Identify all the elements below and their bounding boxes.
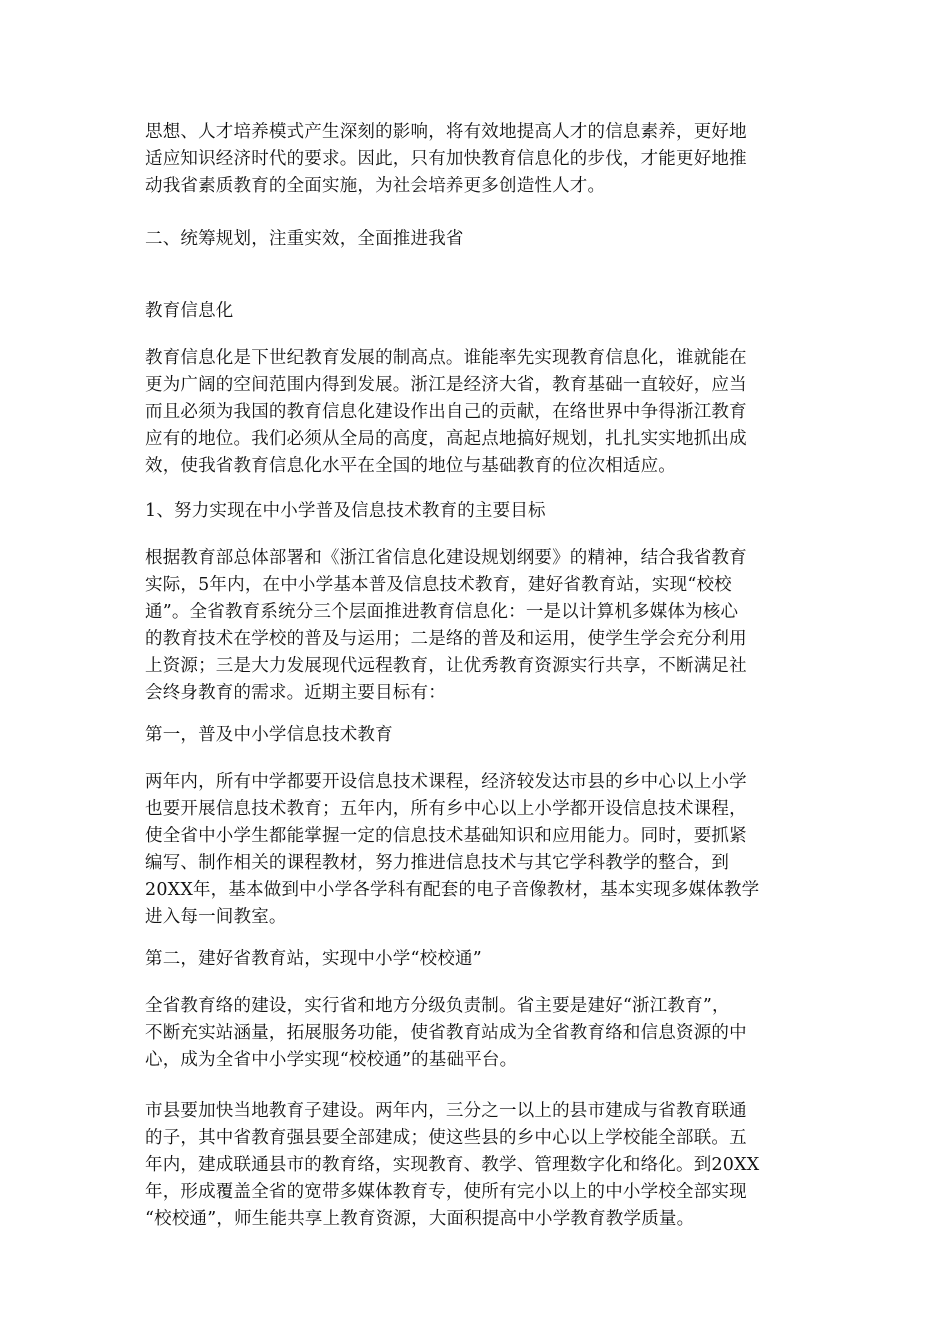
text-line: 编写、制作相关的课程教材，努力推进信息技术与其它学科教学的整合，到 — [145, 853, 730, 873]
text-line: 效，使我省教育信息化水平在全国的地位与基础教育的位次相适应。 — [145, 456, 676, 476]
text-line: 教育信息化是下世纪教育发展的制高点。谁能率先实现教育信息化，谁就能在 — [145, 348, 747, 368]
heading-line: 第一，普及中小学信息技术教育 — [145, 725, 393, 745]
text-line: 通”。全省教育系统分三个层面推进教育信息化：一是以计算机多媒体为核心 — [145, 602, 739, 622]
paragraph-importance — [145, 345, 825, 480]
paragraph-first — [145, 769, 825, 931]
text-line: 也要开展信息技术教育；五年内，所有乡中心以上小学都开设信息技术课程， — [145, 799, 747, 819]
text-line: 全省教育络的建设，实行省和地方分级负责制。省主要是建好“浙江教育”， — [145, 996, 730, 1016]
text-line: 更为广阔的空间范围内得到发展。浙江是经济大省，教育基础一直较好，应当 — [145, 375, 747, 395]
text-line: 使全省中小学生都能掌握一定的信息技术基础知识和应用能力。同时，要抓紧 — [145, 826, 747, 846]
text-line: 的子，其中省教育强县要全部建成；使这些县的乡中心以上学校能全部联。五 — [145, 1128, 747, 1148]
text-line: 思想、人才培养模式产生深刻的影响，将有效地提高人才的信息素养，更好地 — [145, 122, 747, 142]
paragraph-county — [145, 1098, 825, 1233]
text-line: 的教育技术在学校的普及与运用；二是络的普及和运用，使学生学会充分利用 — [145, 629, 747, 649]
heading-line: 教育信息化 — [145, 301, 234, 321]
section-heading-continued — [145, 298, 825, 325]
text-line: 根据教育部总体部署和《浙江省信息化建设规划纲要》的精神，结合我省教育 — [145, 548, 747, 568]
heading-line: 二、统筹规划，注重实效，全面推进我省 — [145, 229, 464, 249]
item-second-heading — [145, 946, 825, 973]
paragraph-goals — [145, 545, 825, 707]
text-line: 不断充实站涵量，拓展服务功能，使省教育站成为全省教育络和信息资源的中 — [145, 1023, 747, 1043]
item-first-heading — [145, 722, 825, 749]
text-line: 两年内，所有中学都要开设信息技术课程，经济较发达市县的乡中心以上小学 — [145, 772, 747, 792]
text-line: 而且必须为我国的教育信息化建设作出自己的贡献，在络世界中争得浙江教育 — [145, 402, 747, 422]
paragraph-second — [145, 993, 825, 1074]
heading-line: 第二，建好省教育站，实现中小学“校校通” — [145, 949, 482, 969]
text-line: 年，形成覆盖全省的宽带多媒体教育专，使所有完小以上的中小学校全部实现 — [145, 1182, 747, 1202]
text-line: 应有的地位。我们必须从全局的高度，高起点地搞好规划，扎扎实实地抓出成 — [145, 429, 747, 449]
text-line: 20XX年，基本做到中小学各学科有配套的电子音像教材，基本实现多媒体教学 — [145, 880, 760, 900]
text-line: “校校通”，师生能共享上教育资源，大面积提高中小学教育教学质量。 — [145, 1209, 695, 1229]
text-line: 市县要加快当地教育子建设。两年内，三分之一以上的县市建成与省教育联通 — [145, 1101, 747, 1121]
section-heading — [145, 226, 825, 253]
text-line: 进入每一间教室。 — [145, 907, 287, 927]
text-line: 年内，建成联通县市的教育络，实现教育、教学、管理数字化和络化。到20XX — [145, 1155, 760, 1175]
text-line: 实际，5年内，在中小学基本普及信息技术教育，建好省教育站，实现“校校 — [145, 575, 732, 595]
subheading-goals — [145, 498, 825, 525]
text-line: 动我省素质教育的全面实施，为社会培养更多创造性人才。 — [145, 176, 606, 196]
intro-paragraph — [145, 119, 825, 200]
text-line: 心，成为全省中小学实现“校校通”的基础平台。 — [145, 1050, 518, 1070]
text-line: 适应知识经济时代的要求。因此，只有加快教育信息化的步伐，才能更好地推 — [145, 149, 747, 169]
text-line: 会终身教育的需求。近期主要目标有： — [145, 683, 446, 703]
heading-line: 1、努力实现在中小学普及信息技术教育的主要目标 — [145, 501, 546, 521]
text-line: 上资源；三是大力发展现代远程教育，让优秀教育资源实行共享，不断满足社 — [145, 656, 747, 676]
